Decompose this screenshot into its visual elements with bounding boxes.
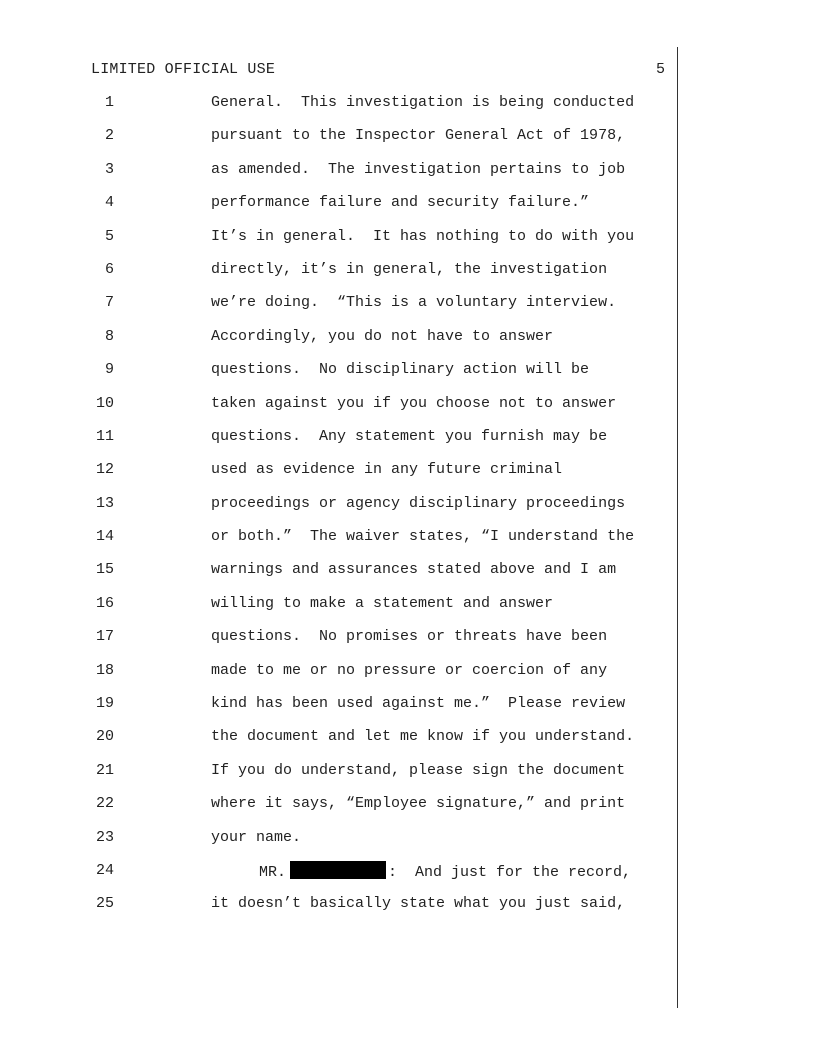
line-text: made to me or no pressure or coercion of any: [211, 661, 608, 679]
transcript-line: [0, 894, 677, 927]
line-number: 23: [95, 828, 114, 846]
line-text: kind has been used against me.” Please review: [211, 695, 626, 713]
line-text: taken against you if you choose not to answer: [211, 394, 617, 412]
line-number: 11: [95, 427, 114, 445]
line-number: 9: [104, 361, 114, 379]
line-number: 10: [95, 394, 114, 412]
line-number: 15: [95, 561, 114, 579]
right-margin-rule: [677, 47, 678, 1008]
line-text: willing to make a statement and answer: [211, 594, 554, 612]
line-text: If you do understand, please sign the document: [211, 761, 626, 779]
transcript-line: [0, 694, 677, 727]
transcript-line: [0, 560, 677, 593]
transcript-line: [0, 527, 677, 560]
line-number: 8: [104, 327, 114, 345]
transcript-lines: [0, 93, 677, 928]
line-text: It’s in general. It has nothing to do with you: [211, 227, 635, 245]
line-number: 5: [104, 227, 114, 245]
line-text: the document and let me know if you understand.: [211, 728, 635, 746]
line-number: 6: [104, 260, 114, 278]
line-number: 7: [104, 294, 114, 312]
line-text: where it says, “Employee signature,” and print: [211, 795, 626, 813]
speaker-line-text: [259, 861, 631, 883]
transcript-line: [0, 761, 677, 794]
speaker-prefix: MR.: [259, 863, 287, 881]
line-number: 18: [95, 661, 114, 679]
line-text: directly, it’s in general, the investigation: [211, 260, 608, 278]
transcript-line: [0, 661, 677, 694]
transcript-line: [0, 160, 677, 193]
line-text: used as evidence in any future criminal: [211, 461, 563, 479]
transcript-line: [0, 494, 677, 527]
transcript-line: [0, 394, 677, 427]
transcript-line: [0, 260, 677, 293]
transcript-line: [0, 727, 677, 760]
line-number: 14: [95, 528, 114, 546]
line-number: 12: [95, 461, 114, 479]
classification-header: LIMITED OFFICIAL USE: [91, 61, 276, 78]
line-text: proceedings or agency disciplinary proceedings: [211, 494, 626, 512]
transcript-line: [0, 293, 677, 326]
line-number: 13: [95, 494, 114, 512]
line-number: 4: [104, 194, 114, 212]
speaker-statement: : And just for the record,: [388, 863, 632, 881]
line-text: warnings and assurances stated above and I am: [211, 561, 617, 579]
line-number: 2: [104, 127, 114, 145]
transcript-line: [0, 794, 677, 827]
transcript-line: [0, 126, 677, 159]
line-number: 16: [95, 594, 114, 612]
line-number: 1: [104, 94, 114, 111]
transcript-line: [0, 427, 677, 460]
redacted-speaker-name: [290, 861, 386, 879]
transcript-line: [0, 627, 677, 660]
transcript-line: [0, 594, 677, 627]
line-text: it doesn’t basically state what you just said,: [211, 895, 626, 913]
line-text: pursuant to the Inspector General Act of 1978,: [211, 127, 626, 145]
line-text: or both.” The waiver states, “I understand the: [211, 528, 635, 546]
line-number: 3: [104, 160, 114, 178]
transcript-line: [0, 93, 677, 126]
line-text: as amended. The investigation pertains to job: [211, 160, 626, 178]
line-text: questions. No promises or threats have been: [211, 628, 608, 646]
line-text: questions. Any statement you furnish may be: [211, 427, 608, 445]
line-number: 19: [95, 695, 114, 713]
line-number: 21: [95, 761, 114, 779]
transcript-line: [0, 360, 677, 393]
line-number: 24: [95, 861, 114, 879]
line-text: General. This investigation is being conducted: [211, 94, 635, 111]
transcript-line: [0, 327, 677, 360]
line-number: 17: [95, 628, 114, 646]
line-text: your name.: [211, 828, 302, 846]
line-number: 25: [95, 895, 114, 913]
line-text: Accordingly, you do not have to answer: [211, 327, 554, 345]
page-number: 5: [656, 61, 666, 78]
transcript-line: [0, 460, 677, 493]
transcript-line: [0, 193, 677, 226]
transcript-line: [0, 861, 677, 894]
transcript-line: [0, 227, 677, 260]
line-text: performance failure and security failure.”: [211, 194, 590, 212]
line-text: questions. No disciplinary action will be: [211, 361, 590, 379]
line-number: 22: [95, 795, 114, 813]
line-text: we’re doing. “This is a voluntary interview.: [211, 294, 617, 312]
transcript-line: [0, 828, 677, 861]
line-number: 20: [95, 728, 114, 746]
